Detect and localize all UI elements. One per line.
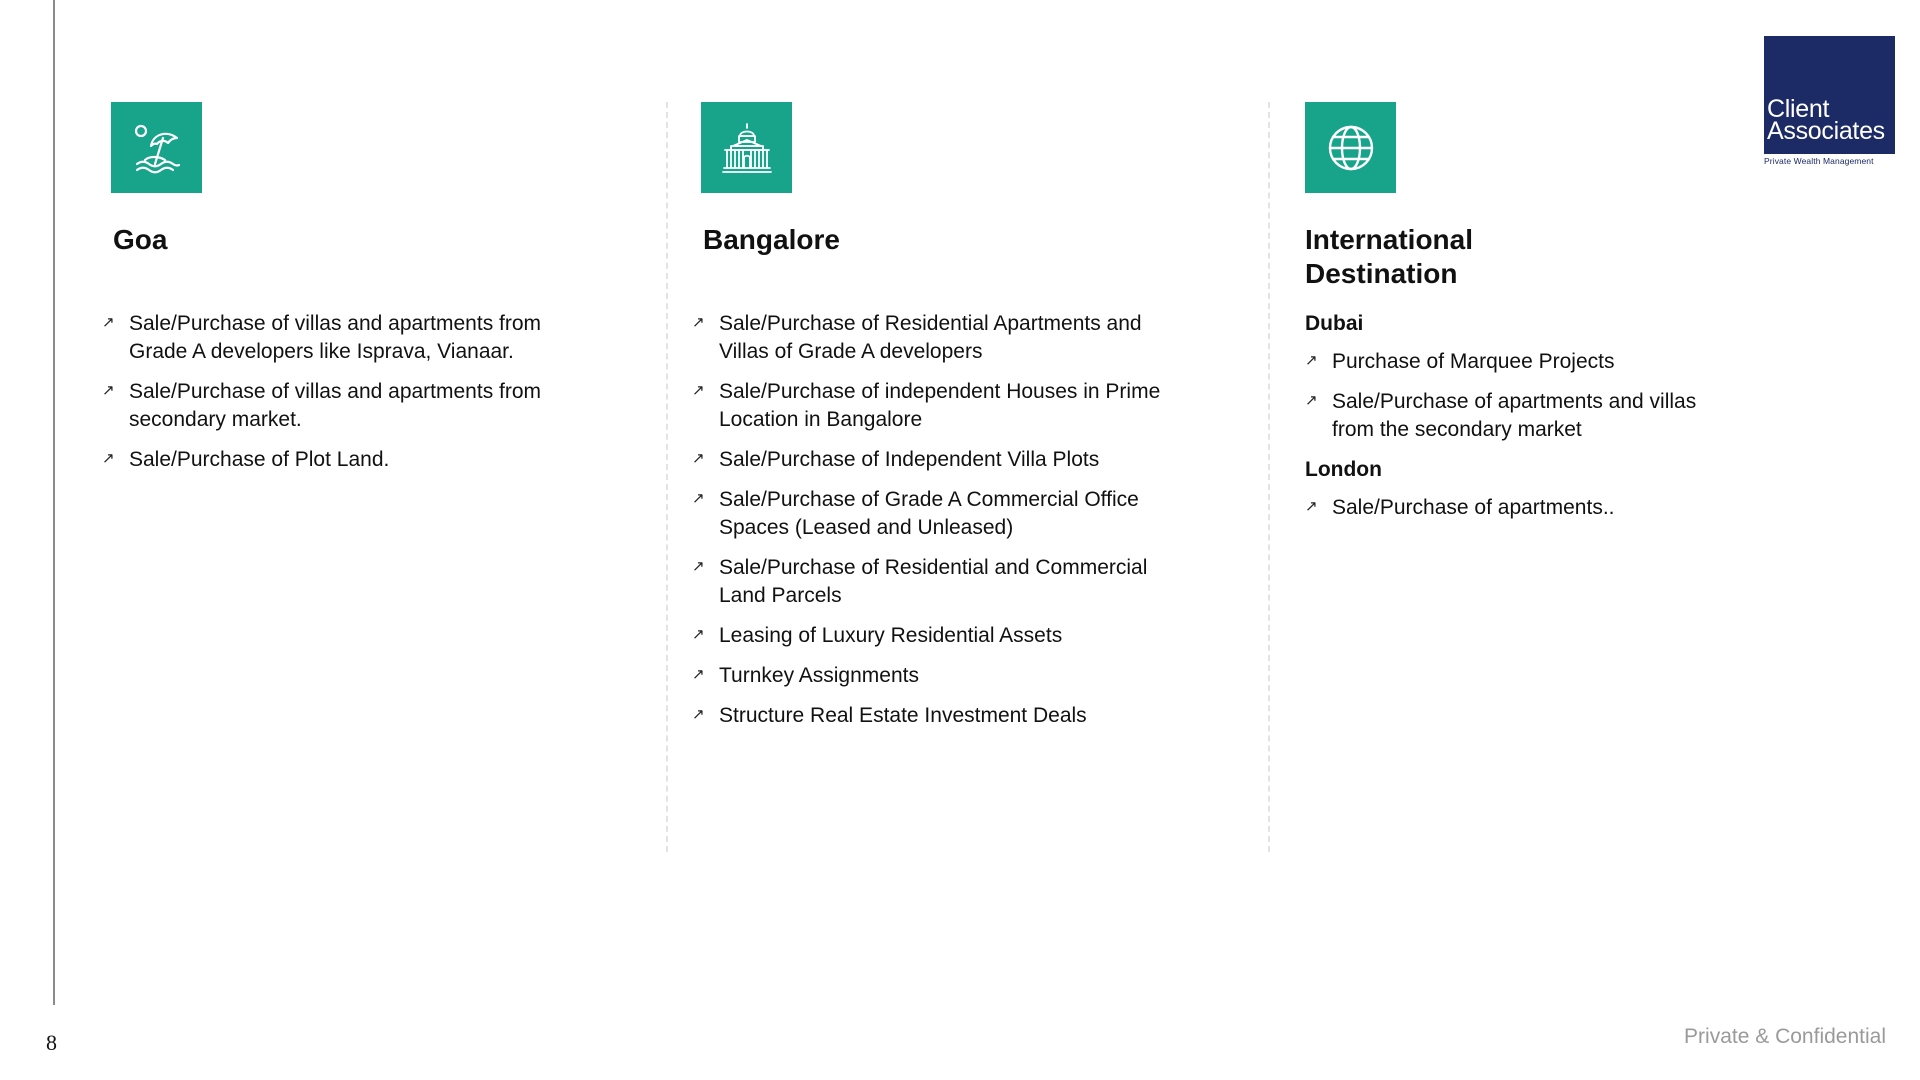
bullet-text: Sale/Purchase of villas and apartments from Grade A developers like Isprava, Vianaar. <box>129 312 542 363</box>
list-item <box>102 310 562 366</box>
region-dubai-heading: Dubai <box>1305 312 1364 335</box>
london-bullet-list <box>1296 494 1756 522</box>
arrow-up-right-icon: ↗ <box>692 558 705 575</box>
arrow-up-right-icon: ↗ <box>1305 498 1318 515</box>
list-item <box>1305 494 1756 522</box>
bullet-text: Sale/Purchase of Grade A Commercial Office Spaces (Leased and Unleased) <box>719 488 1139 539</box>
list-item <box>692 702 1212 730</box>
list-item <box>692 486 1212 542</box>
page-number: 8 <box>46 1030 57 1055</box>
arrow-up-right-icon: ↗ <box>1305 352 1318 369</box>
arrow-up-right-icon: ↗ <box>692 490 705 507</box>
bullet-text: Sale/Purchase of Residential Apartments and Villas of Grade A developers <box>719 312 1142 363</box>
international-column <box>1296 102 1756 534</box>
client-associates-logo <box>1764 36 1895 166</box>
bangalore-title: Bangalore <box>703 224 840 255</box>
arrow-up-right-icon: ↗ <box>692 666 705 683</box>
logo-box <box>1764 36 1895 154</box>
list-item <box>1305 388 1756 444</box>
globe-icon <box>1305 102 1396 193</box>
arrow-up-right-icon: ↗ <box>692 706 705 723</box>
goa-bullet-list <box>102 310 562 474</box>
bangalore-column <box>692 102 1212 742</box>
list-item <box>692 310 1212 366</box>
left-margin-rule <box>53 0 55 1005</box>
column-divider-1 <box>666 102 668 852</box>
list-item <box>692 378 1212 434</box>
bullet-text: Structure Real Estate Investment Deals <box>719 704 1087 727</box>
logo-line-1: Client <box>1767 95 1830 123</box>
logo-tagline: Private Wealth Management <box>1764 156 1874 166</box>
confidentiality-footer: Private & Confidential <box>1684 1025 1886 1048</box>
column-divider-2 <box>1268 102 1270 852</box>
arrow-up-right-icon: ↗ <box>1305 392 1318 409</box>
logo-line-2: Associates <box>1767 117 1885 145</box>
arrow-up-right-icon: ↗ <box>102 450 115 467</box>
bullet-text: Sale/Purchase of apartments and villas from the secondary market <box>1332 390 1697 441</box>
bullet-text: Purchase of Marquee Projects <box>1332 350 1615 373</box>
international-title <box>1305 223 1756 291</box>
goa-column <box>102 102 562 486</box>
arrow-up-right-icon: ↗ <box>102 382 115 399</box>
bangalore-bullet-list <box>692 310 1212 730</box>
list-item <box>102 446 562 474</box>
list-item <box>692 446 1212 474</box>
list-item <box>692 662 1212 690</box>
goa-title: Goa <box>113 224 168 255</box>
bullet-text: Sale/Purchase of apartments.. <box>1332 496 1615 519</box>
beach-umbrella-icon <box>111 102 202 193</box>
bullet-text: Sale/Purchase of Plot Land. <box>129 448 390 471</box>
international-title-line-1: International <box>1305 224 1474 255</box>
bullet-text: Sale/Purchase of villas and apartments from secondary market. <box>129 380 542 431</box>
bullet-text: Leasing of Luxury Residential Assets <box>719 624 1063 647</box>
arrow-up-right-icon: ↗ <box>102 314 115 331</box>
vidhana-soudha-building-icon <box>701 102 792 193</box>
list-item <box>1305 348 1756 376</box>
bullet-text: Sale/Purchase of independent Houses in Prime Location in Bangalore <box>719 380 1161 431</box>
international-title-line-2: Destination <box>1305 258 1458 289</box>
arrow-up-right-icon: ↗ <box>692 626 705 643</box>
dubai-bullet-list <box>1296 348 1756 444</box>
arrow-up-right-icon: ↗ <box>692 450 705 467</box>
region-london-heading: London <box>1305 458 1382 481</box>
arrow-up-right-icon: ↗ <box>692 314 705 331</box>
list-item <box>692 622 1212 650</box>
list-item <box>102 378 562 434</box>
bullet-text: Sale/Purchase of Residential and Commercial Land Parcels <box>719 556 1148 607</box>
bullet-text: Sale/Purchase of Independent Villa Plots <box>719 448 1100 471</box>
bullet-text: Turnkey Assignments <box>719 664 919 687</box>
arrow-up-right-icon: ↗ <box>692 382 705 399</box>
list-item <box>692 554 1212 610</box>
